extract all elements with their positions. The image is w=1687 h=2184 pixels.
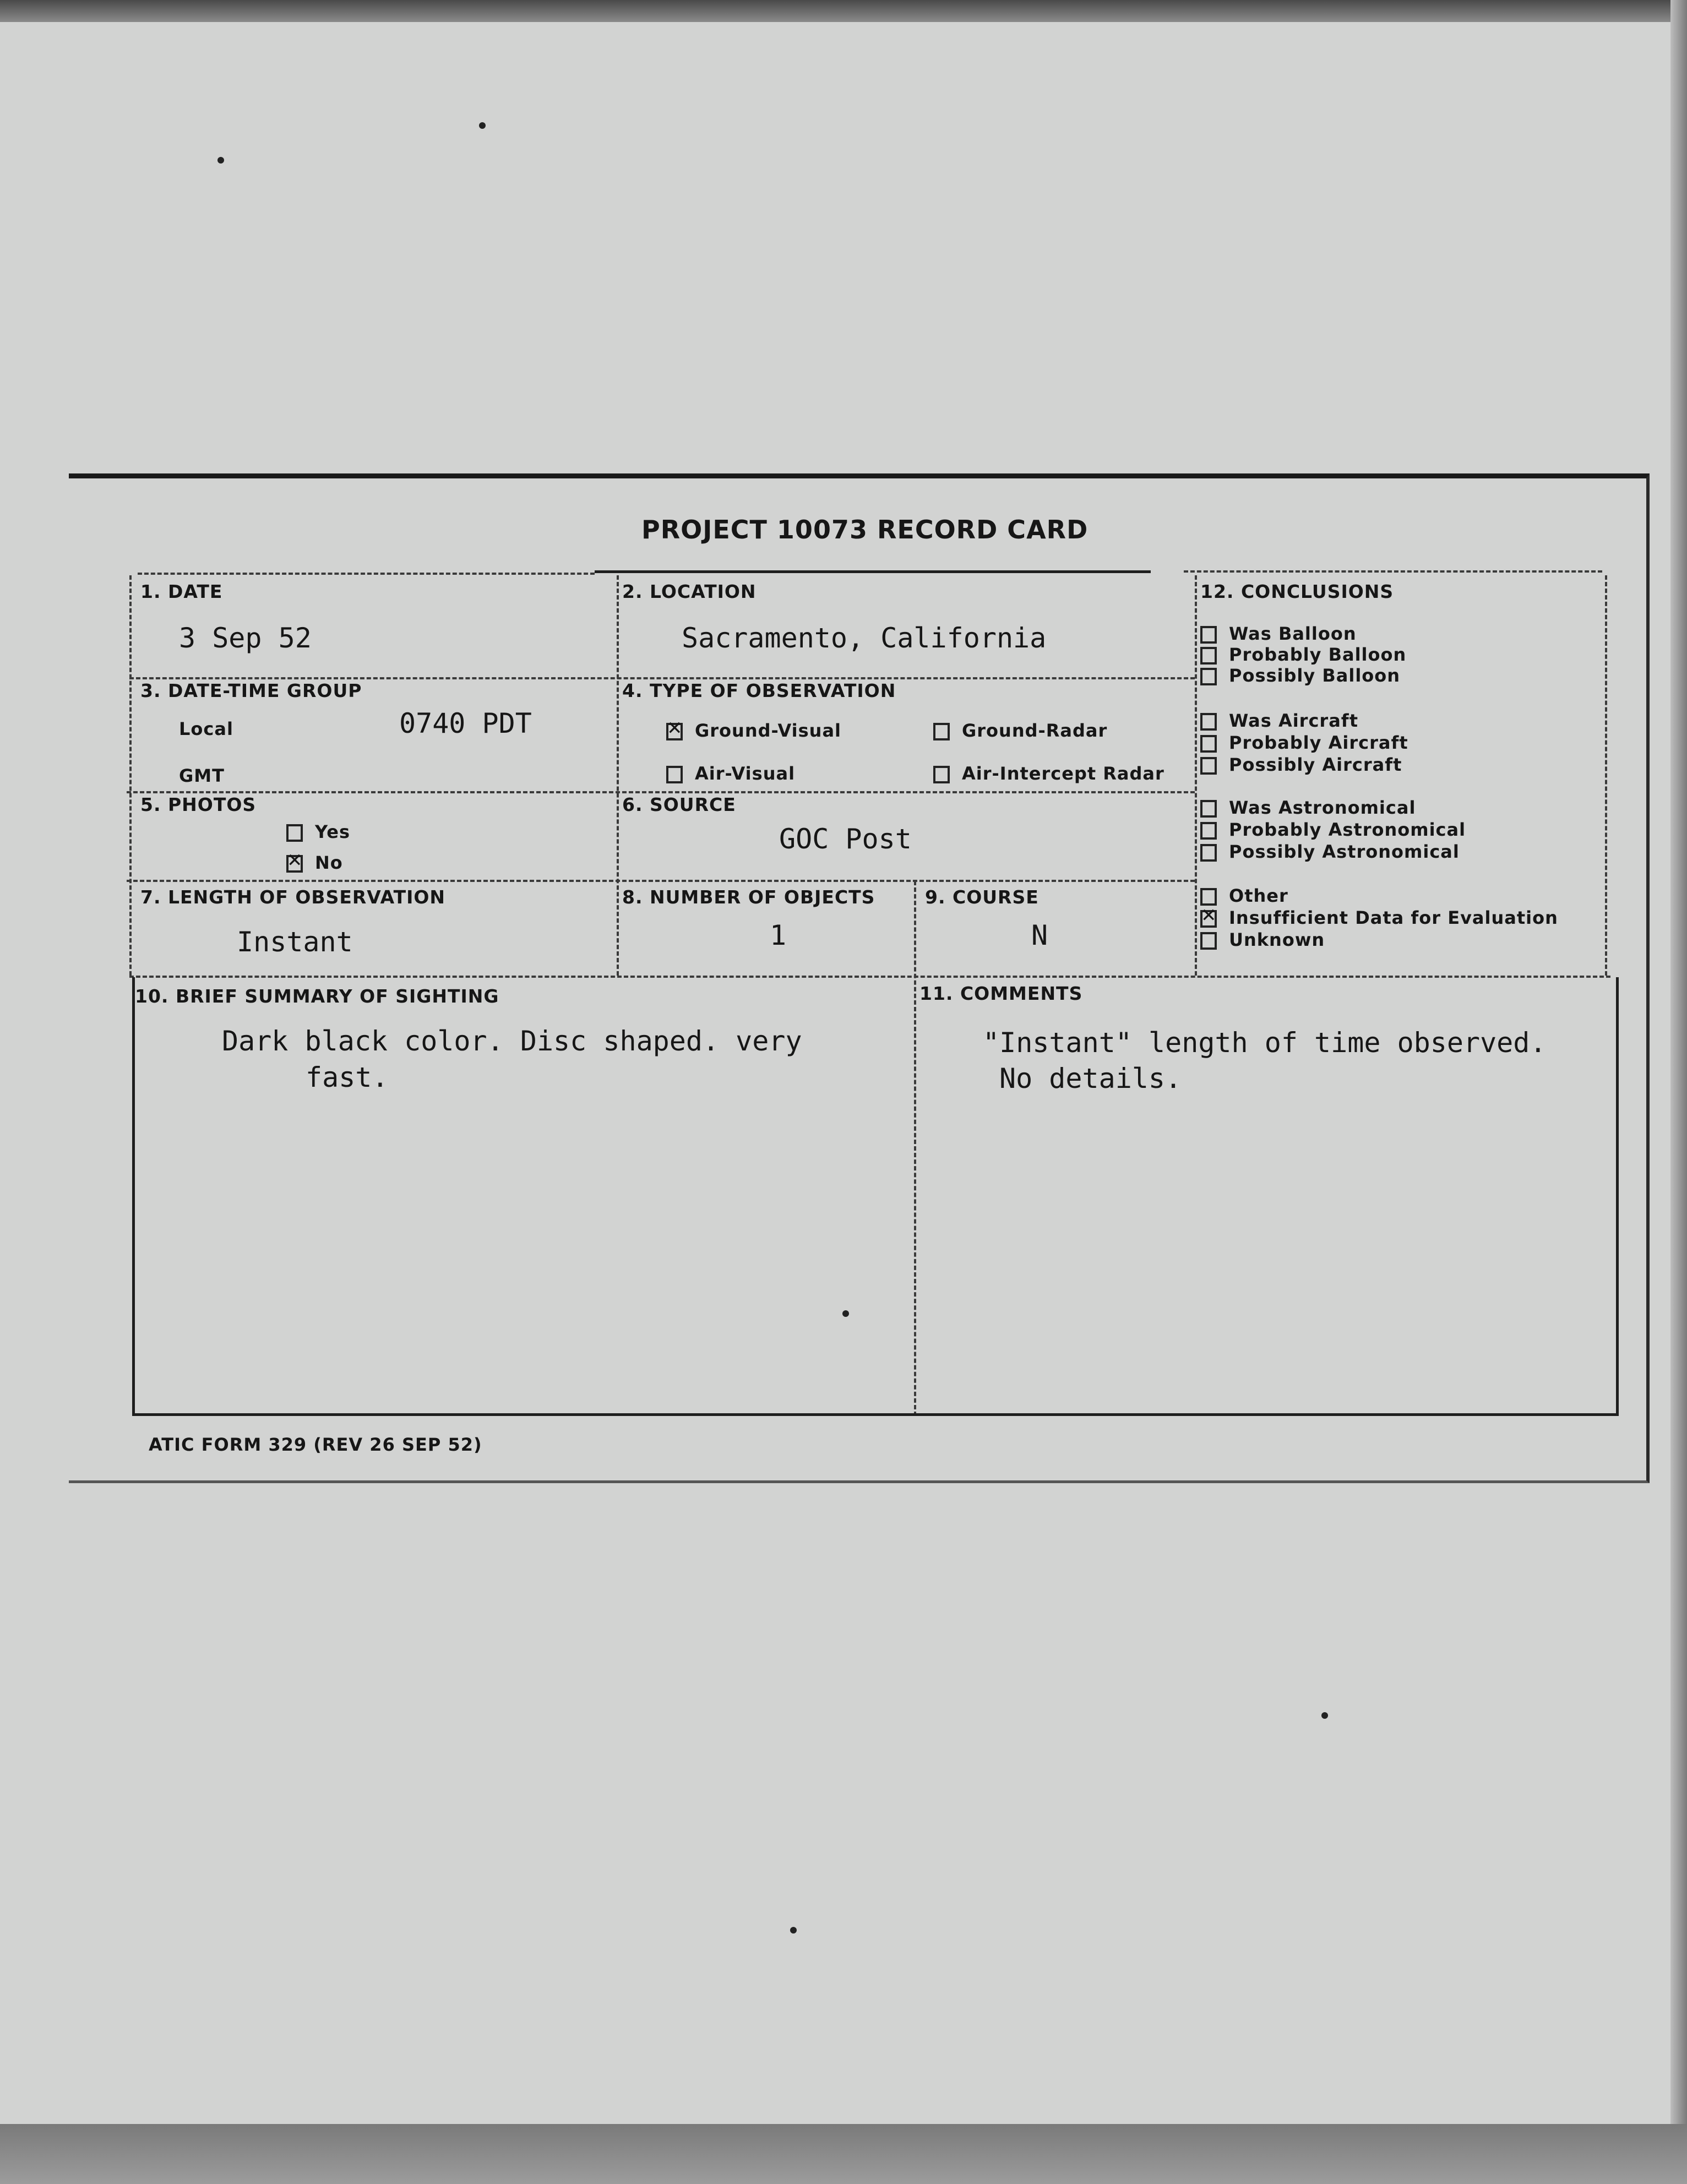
conclusion-was-astronomical: Was Astronomical [1200, 797, 1416, 818]
option-ground-visual: ✕Ground-Visual [666, 720, 841, 741]
grid-line [129, 976, 1610, 978]
gmt-label: GMT [179, 765, 225, 786]
number-of-objects-label: 8. NUMBER OF OBJECTS [622, 886, 875, 908]
date-value: 3 Sep 52 [179, 622, 312, 654]
conclusion-probably-astronomical: Probably Astronomical [1200, 819, 1466, 840]
conclusion-probably-balloon: Probably Balloon [1200, 644, 1406, 665]
date-time-value: 0740 PDT [399, 707, 532, 739]
conclusion-was-balloon: Was Balloon [1200, 623, 1357, 644]
checkbox-ground-radar [933, 723, 950, 740]
comments-line-1: "Instant" length of time observed. [983, 1027, 1547, 1059]
source-value: GOC Post [779, 823, 912, 855]
checkbox-air-intercept-radar [933, 766, 950, 783]
option-air-intercept-radar: Air-Intercept Radar [933, 763, 1164, 784]
course-label: 9. COURSE [925, 886, 1039, 908]
conclusion-other: Other [1200, 885, 1288, 906]
length-of-observation-value: Instant [237, 926, 353, 958]
source-label: 6. SOURCE [622, 794, 736, 815]
conclusion-insufficient-data: ✕Insufficient Data for Evaluation [1200, 907, 1558, 928]
location-label: 2. LOCATION [622, 581, 757, 602]
checkbox-possibly-astronomical [1200, 844, 1217, 862]
conclusion-possibly-aircraft: Possibly Aircraft [1200, 754, 1402, 775]
checkbox-probably-aircraft [1200, 735, 1217, 753]
checkbox-was-astronomical [1200, 800, 1217, 818]
scan-speck [1321, 1712, 1328, 1719]
checkbox-possibly-aircraft [1200, 757, 1217, 775]
grid-line [127, 791, 1195, 793]
number-of-objects-value: 1 [770, 919, 787, 951]
local-time-label: Local [179, 718, 233, 739]
conclusion-was-aircraft: Was Aircraft [1200, 710, 1358, 731]
photos-label: 5. PHOTOS [140, 794, 257, 815]
grid-line [138, 573, 595, 575]
checkbox-probably-balloon [1200, 647, 1217, 665]
checkbox-probably-astronomical [1200, 822, 1217, 840]
conclusions-label: 12. CONCLUSIONS [1200, 581, 1394, 602]
grid-line [129, 575, 132, 976]
summary-line-1: Dark black color. Disc shaped. very [222, 1025, 802, 1057]
scan-speck [217, 157, 224, 164]
grid-line [1184, 570, 1602, 573]
checkbox-insufficient-data [1200, 910, 1217, 928]
comments-label: 11. COMMENTS [919, 983, 1083, 1004]
checkbox-was-balloon [1200, 626, 1217, 644]
location-value: Sacramento, California [682, 622, 1047, 654]
checkbox-was-aircraft [1200, 713, 1217, 731]
grid-line [1605, 575, 1607, 976]
grid-line [914, 881, 916, 1416]
checkbox-possibly-balloon [1200, 668, 1217, 685]
checkbox-air-visual [666, 766, 683, 783]
option-air-visual: Air-Visual [666, 763, 795, 784]
grid-line [1616, 977, 1619, 1415]
checkbox-photos-no [286, 855, 303, 873]
grid-line [129, 677, 1195, 679]
course-value: N [1031, 919, 1048, 951]
type-of-observation-label: 4. TYPE OF OBSERVATION [622, 680, 896, 701]
grid-line [595, 570, 1151, 573]
checkbox-ground-visual [666, 723, 683, 740]
date-time-group-label: 3. DATE-TIME GROUP [140, 680, 362, 701]
length-of-observation-label: 7. LENGTH OF OBSERVATION [140, 886, 446, 908]
checkbox-photos-yes [286, 824, 303, 842]
conclusion-possibly-astronomical: Possibly Astronomical [1200, 841, 1460, 862]
summary-label: 10. BRIEF SUMMARY OF SIGHTING [135, 985, 499, 1007]
grid-line [1195, 575, 1197, 976]
scan-edge-top [0, 0, 1687, 22]
summary-line-2: fast. [306, 1061, 389, 1093]
comments-line-2: No details. [999, 1063, 1182, 1094]
conclusion-possibly-balloon: Possibly Balloon [1200, 665, 1400, 686]
card-title: PROJECT 10073 RECORD CARD [641, 515, 1089, 544]
scan-edge-bottom [0, 2124, 1687, 2184]
conclusion-unknown: Unknown [1200, 929, 1325, 950]
grid-line [617, 575, 619, 976]
checkbox-unknown [1200, 932, 1217, 950]
option-photos-no: ✕No [286, 852, 343, 873]
grid-line [127, 880, 1195, 882]
checkbox-other [1200, 888, 1217, 906]
grid-line [132, 1413, 1619, 1416]
form-id: ATIC FORM 329 (REV 26 SEP 52) [149, 1434, 482, 1455]
option-photos-yes: Yes [286, 821, 350, 842]
date-label: 1. DATE [140, 581, 223, 602]
conclusion-probably-aircraft: Probably Aircraft [1200, 732, 1408, 753]
scan-speck [790, 1927, 797, 1934]
option-ground-radar: Ground-Radar [933, 720, 1107, 741]
scan-speck [479, 122, 486, 129]
scan-edge-right [1670, 0, 1687, 2184]
grid-line [132, 977, 135, 1415]
